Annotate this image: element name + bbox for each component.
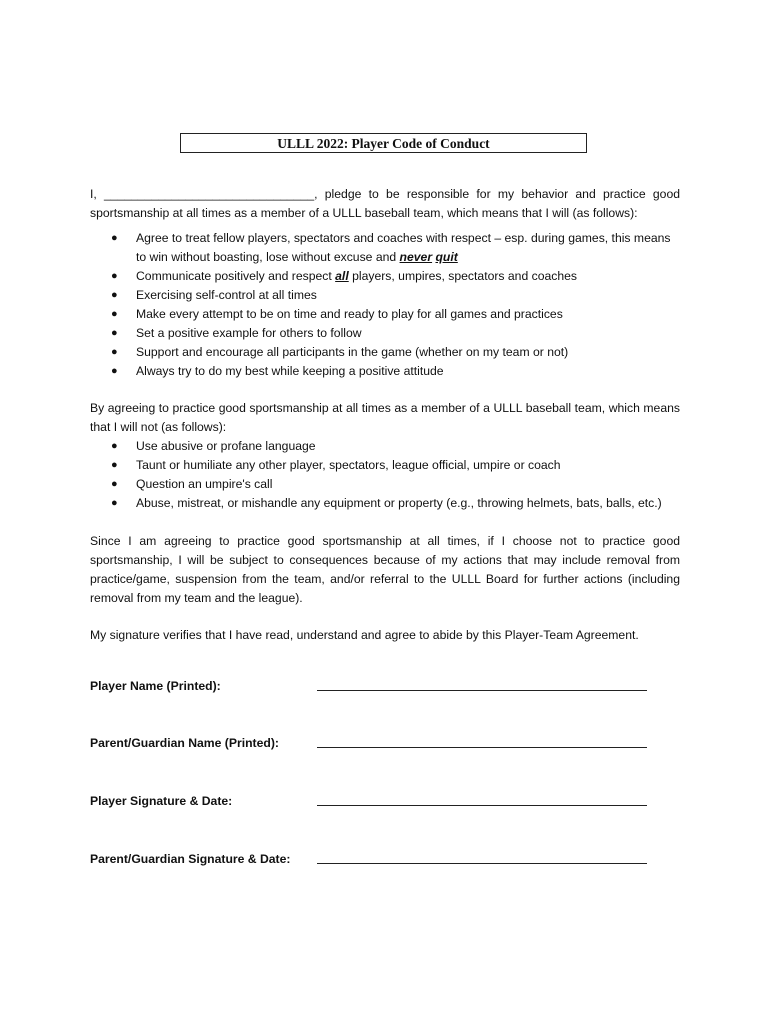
- guardian-signature-line[interactable]: [317, 863, 647, 864]
- player-name-line[interactable]: [317, 690, 647, 691]
- player-name-label: Player Name (Printed):: [90, 679, 221, 693]
- bullet-icon: ●: [111, 289, 118, 301]
- pledge-paragraph: I, _______________________________, pledge to be responsible for my behavior and practice good sportsmanship at all times as a member of a ULLL baseball team, which means that I will (as follows):: [90, 187, 680, 220]
- will-item: ● Agree to treat fellow players, spectators and coaches with respect – esp. during games, this means to win without boasting, lose without excuse and never quit: [111, 231, 671, 264]
- will-item: ● Always try to do my best while keeping a positive attitude: [109, 362, 681, 381]
- verification-paragraph: My signature verifies that I have read, understand and agree to abide by this Player-Team Agreement.: [90, 628, 639, 642]
- will-item: ● Make every attempt to be on time and ready to play for all games and practices: [109, 305, 681, 324]
- bullet-icon: ●: [111, 327, 118, 339]
- will-not-item: ● Question an umpire's call: [109, 475, 681, 494]
- bullet-icon: ●: [111, 440, 118, 452]
- will-item: ● Exercising self-control at all times: [109, 286, 681, 305]
- bullet-icon: ●: [111, 459, 118, 471]
- bullet-icon: ●: [111, 365, 118, 377]
- bullet-icon: ●: [111, 346, 118, 358]
- will-item: ● Communicate positively and respect all players, umpires, spectators and coaches: [109, 267, 681, 286]
- player-signature-line[interactable]: [317, 805, 647, 806]
- will-not-item: ● Use abusive or profane language: [109, 437, 681, 456]
- signature-row-guardian-name: [90, 733, 650, 753]
- will-item: ● Set a positive example for others to follow: [109, 324, 681, 343]
- consequences-paragraph: Since I am agreeing to practice good sportsmanship at all times, if I choose not to practice good sportsmanship, I will be subject to consequences because of my actions that may include removal from practice/game, suspension from the team, and/or referral to the ULLL Board for further actions (including removal from my team and the league).: [90, 534, 680, 605]
- guardian-signature-label: Parent/Guardian Signature & Date:: [90, 852, 291, 866]
- player-signature-label: Player Signature & Date:: [90, 794, 233, 808]
- will-not-item: ● Abuse, mistreat, or mishandle any equipment or property (e.g., throwing helmets, bats, balls, etc.): [109, 494, 681, 513]
- will-item: ● Support and encourage all participants in the game (whether on my team or not): [109, 343, 681, 362]
- signature-row-player-signature: [90, 791, 650, 811]
- bullet-icon: ●: [111, 232, 118, 244]
- guardian-name-line[interactable]: [317, 747, 647, 748]
- will-not-paragraph: By agreeing to practice good sportsmanship at all times as a member of a ULLL baseball team, which means that I will not (as follows):: [90, 401, 680, 434]
- guardian-name-label: Parent/Guardian Name (Printed):: [90, 736, 279, 750]
- bullet-icon: ●: [111, 497, 118, 509]
- signature-row-player-name: [90, 676, 650, 696]
- bullet-icon: ●: [111, 308, 118, 320]
- will-list: [109, 229, 681, 381]
- signature-row-guardian-signature: [90, 849, 650, 869]
- will-not-list: [109, 437, 681, 513]
- bullet-icon: ●: [111, 478, 118, 490]
- document-title: ULLL 2022: Player Code of Conduct: [180, 133, 587, 153]
- will-not-item: ● Taunt or humiliate any other player, spectators, league official, umpire or coach: [109, 456, 681, 475]
- bullet-icon: ●: [111, 270, 118, 282]
